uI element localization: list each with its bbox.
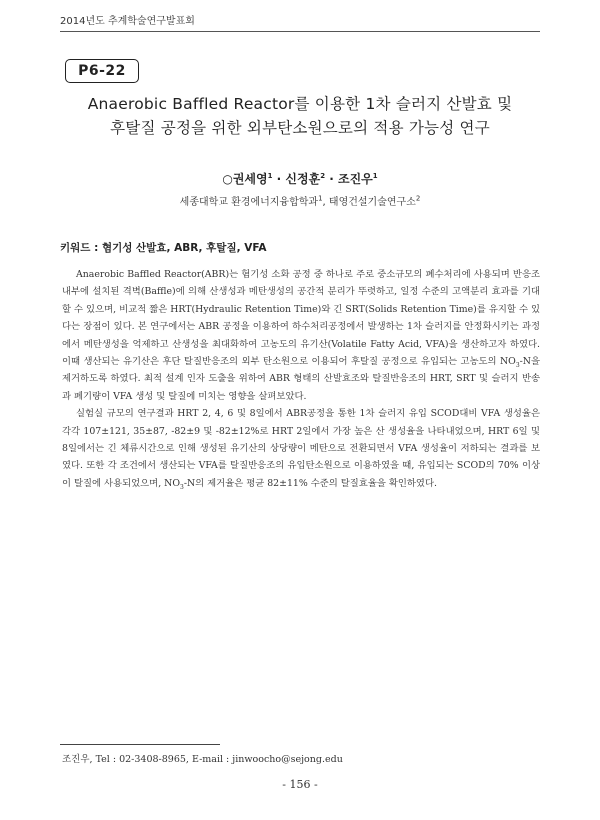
author-name: 조진우 [337,172,373,186]
paragraph-text: 실험실 규모의 연구결과 HRT 2, 4, 6 및 8일에서 ABR공정을 통한 1차 슬러지 유입 SCOD대비 VFA 생성율은 각각 107±121, 35±87, -82±9 및 -82±12%로 HRT 2일에서 가장 높은 산 생성율을 나타내었으며, HRT 6일 및 8일에서는 긴 체류시간으로 인해 생성된 유기산의 상당량이 메탄으로 전환되면서 VFA 생성율이 저하되는 결과를 보였다. 또한 각 조건에서 생산되는 VFA를 탈질반응조의 유입탄소원으로 이용하였을 때, 유입되는 SCOD의 70% 이상이 탈질에 사용되었으며, NO [62,408,540,489]
affiliation-index: 1 [267,172,273,180]
conference-header: 2014년도 추계학술연구발표회 [60,16,195,27]
paragraph-text: -N의 제거율은 평균 82±11% 수준의 탈질효율을 확인하였다. [183,477,437,489]
author-separator: · [272,172,286,186]
affiliation-index: 1 [372,172,378,180]
author-name: 신정훈 [285,172,321,186]
affiliation-name: 태영건설기술연구소 [328,197,416,208]
affiliation-index: 2 [415,194,421,203]
author-name: 권세영 [232,172,268,186]
affiliation-index: 2 [320,172,326,180]
affiliation-separator: , [322,197,329,208]
subscript: 3 [179,483,184,491]
keywords [60,240,540,255]
header-divider [60,31,540,32]
abstract-body [62,266,540,492]
title-line-1: Anaerobic Baffled Reactor를 이용한 1차 슬러지 산발효 및 [87,95,513,113]
paragraph-text: Anaerobic Baffled Reactor(ABR)는 혐기성 소화 공정 중 하나로 주로 중소규모의 폐수처리에 사용되며 반응조 내부에 설치된 격벽(Baffle)에 의해 산생성과 메탄생성의 공간적 분리가 뚜렷하고, 일정 수준의 고액분리 효과를 기대할 수 있으며, 비교적 짧은 HRT(Hydraulic Retention Time)와 긴 SRT(Solids Retention Time)를 유지할 수 있다는 장점이 있다. 본 연구에서는 ABR 공정을 이용하여 하수처리공정에서 발생하는 1차 슬러지를 안정화시키는 과정에서 메탄생성을 억제하고 산생성을 최대화하여 고농도의 유기산(Volatile Fatty Acid, VFA)을 생산하고자 하였다. 이때 생산되는 유기산은 후단 탈질반응조의 외부 탄소원으로 이용되어 후탈질 공정으로 유입되는 고농도의 NO [62,269,540,368]
affiliations [60,193,540,208]
page-number: - 156 - [282,778,318,791]
keywords-label: 키워드 : [60,242,102,254]
subscript: 3 [515,361,520,369]
title-line-2: 후탈질 공정을 위한 외부탄소원으로의 적용 가능성 연구 [110,119,490,137]
affiliation-index: 1 [318,194,323,203]
presenter-mark: ○ [222,172,233,186]
paper-title [40,92,560,140]
affiliation-name: 세종대학교 환경에너지융합학과 [179,197,319,208]
keywords-text: 혐기성 산발효, ABR, 후탈질, VFA [101,242,267,254]
paragraph-text: -N을 제거하도록 하였다. 최적 설계 인자 도출을 위하여 ABR 형태의 산발효조와 탈질반응조의 HRT, SRT 및 슬러지 반송과 폐기량이 VFA 생성 및 탈질에 미치는 영향을 살펴보았다. [62,356,540,402]
corresponding-author-footnote: 조진우, Tel : 02-3408-8965, E-mail : jinwoocho@sejong.edu [62,754,343,765]
author-separator: · [325,172,338,186]
abstract-paragraph [62,266,540,405]
abstract-paragraph [62,405,540,492]
author-list [60,170,540,187]
paper-code-badge: P6-22 [65,59,139,83]
footnote-divider [60,744,220,745]
